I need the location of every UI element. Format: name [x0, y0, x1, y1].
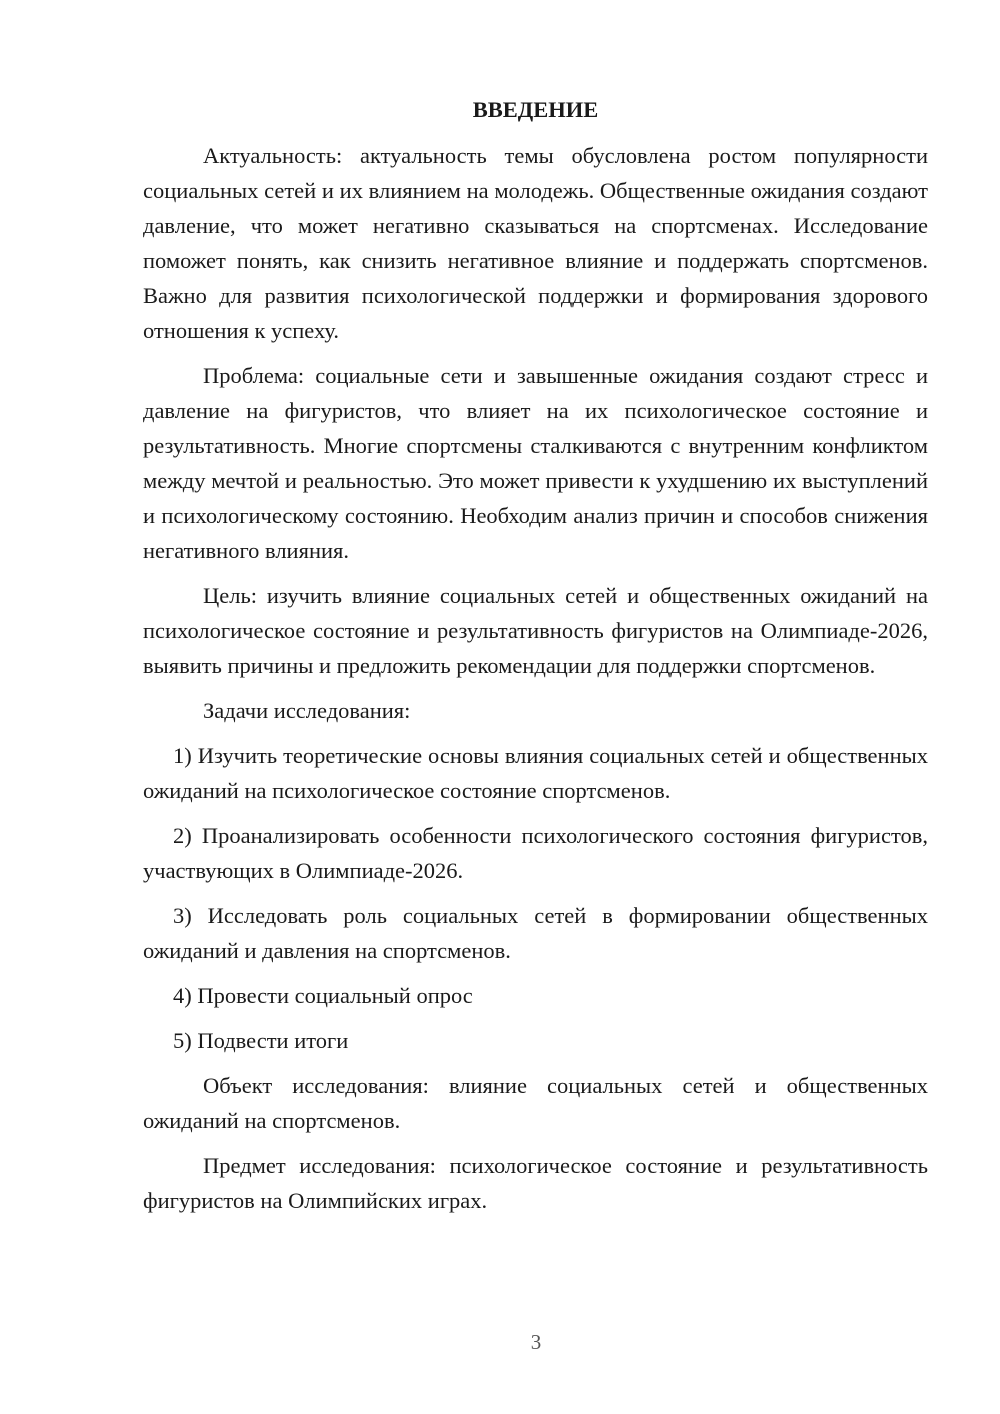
page-number: 3	[530, 1330, 542, 1354]
paragraph-problem: Проблема: социальные сети и завышенные ожидания создают стресс и давление на фигуристов, что влияет на их психологическое состояние и результативность. Многие спортсмены сталкиваются с внутренним конфликтом между мечтой и реальностью. Это может привести к ухудшению их выступлений и психологическому состоянию. Необходим анализ причин и способов снижения негативного влияния.	[143, 363, 928, 563]
paragraph-tasks-title: Задачи исследования:	[203, 698, 411, 723]
section-heading: ВВЕДЕНИЕ	[472, 97, 599, 122]
task-item-4: 4) Провести социальный опрос	[173, 983, 473, 1008]
paragraph-object: Объект исследования: влияние социальных сетей и общественных ожиданий на спортсменов.	[143, 1073, 928, 1133]
document-page	[143, 90, 928, 1228]
task-item-2: 2) Проанализировать особенности психологического состояния фигуристов, участвующих в Олимпиаде-2026.	[143, 823, 928, 883]
paragraph-subject: Предмет исследования: психологическое состояние и результативность фигуристов на Олимпийских играх.	[143, 1153, 928, 1213]
paragraph-relevance: Актуальность: актуальность темы обусловлена ростом популярности социальных сетей и их влиянием на молодежь. Общественные ожидания создают давление, что может негативно сказываться на спортсменах. Исследование поможет понять, как снизить негативное влияние и поддержать спортсменов. Важно для развития психологической поддержки и формирования здорового отношения к успеху.	[143, 143, 928, 343]
paragraph-goal: Цель: изучить влияние социальных сетей и общественных ожиданий на психологическое состояние и результативность фигуристов на Олимпиаде-2026, выявить причины и предложить рекомендации для поддержки спортсменов.	[143, 583, 928, 678]
task-item-5: 5) Подвести итоги	[173, 1028, 349, 1053]
task-item-3: 3) Исследовать роль социальных сетей в формировании общественных ожиданий и давления на спортсменов.	[143, 903, 928, 963]
task-item-1: 1) Изучить теоретические основы влияния социальных сетей и общественных ожиданий на психологическое состояние спортсменов.	[143, 743, 928, 803]
